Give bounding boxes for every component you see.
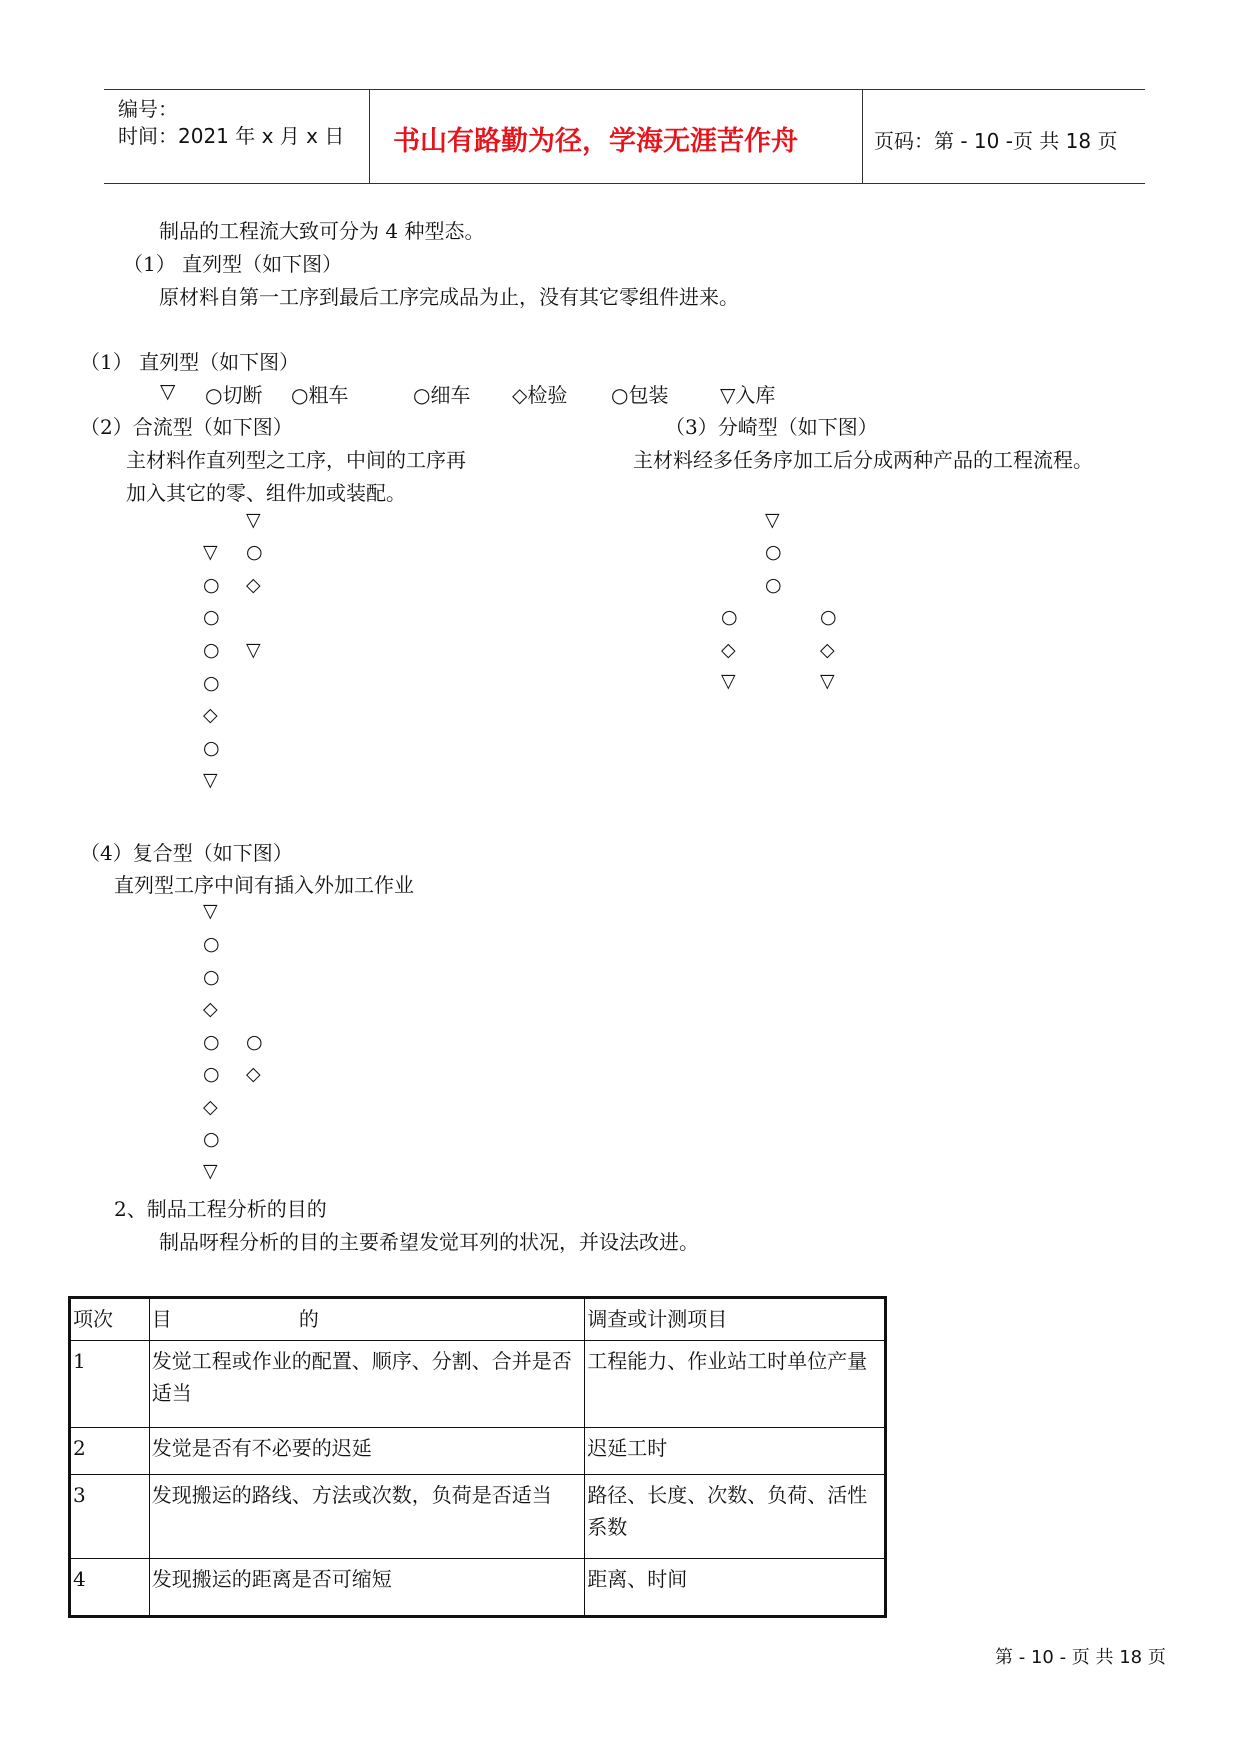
cell-survey: 工程能力、作业站工时单位产量 bbox=[585, 1341, 886, 1428]
flow-symbol: ▽ bbox=[203, 769, 218, 791]
header-bottom-rule bbox=[104, 183, 1145, 184]
table-row bbox=[70, 1559, 886, 1617]
cell-purpose: 发觉是否有不必要的迟延 bbox=[149, 1428, 585, 1475]
flow-step: ▽入库 bbox=[720, 383, 776, 407]
section2-heading: 2、制品工程分析的目的 bbox=[114, 1197, 327, 1221]
table-row bbox=[70, 1428, 886, 1475]
flow-step: ◇检验 bbox=[512, 383, 568, 407]
flow-symbol: ◇ bbox=[203, 998, 218, 1020]
footer-page-number: 第 - 10 - 页 共 18 页 bbox=[995, 1647, 1166, 1668]
cell-survey: 距离、时间 bbox=[585, 1559, 886, 1617]
flow-step: ▽ bbox=[160, 379, 176, 403]
flow-symbol: ○ bbox=[765, 574, 782, 596]
flow-symbol: ▽ bbox=[765, 509, 780, 531]
flow-symbol: ○ bbox=[246, 541, 263, 563]
header-cell-item: 项次 bbox=[70, 1298, 150, 1341]
flow-symbol: ○ bbox=[203, 574, 220, 596]
header-divider-left bbox=[369, 89, 370, 183]
flow-symbol: ○ bbox=[203, 737, 220, 759]
merge-description-1: 主材料作直列型之工序，中间的工序再 bbox=[126, 448, 466, 472]
flow-step: ○粗车 bbox=[291, 383, 349, 407]
flow-symbol: ◇ bbox=[820, 639, 835, 661]
cell-item: 4 bbox=[70, 1559, 150, 1617]
header-top-rule bbox=[104, 89, 1145, 90]
cell-purpose: 发现搬运的路线、方法或次数，负荷是否适当 bbox=[149, 1475, 585, 1559]
flow-symbol: ○ bbox=[203, 1063, 220, 1085]
table-row bbox=[70, 1341, 886, 1428]
intro-line: 制品的工程流大致可分为 4 种型态。 bbox=[159, 219, 485, 243]
cell-purpose: 发现搬运的距离是否可缩短 bbox=[149, 1559, 585, 1617]
header-motto: 书山有路勤为径，学海无涯苦作舟 bbox=[393, 126, 798, 157]
header-cell-purpose: 目 的 bbox=[149, 1298, 585, 1341]
flow-symbol: ◇ bbox=[721, 639, 736, 661]
branch-description: 主材料经多任务序加工后分成两种产品的工程流程。 bbox=[633, 448, 1093, 472]
cell-item: 2 bbox=[70, 1428, 150, 1475]
flow-symbol: ◇ bbox=[246, 1063, 261, 1085]
merge-type-heading: （2）合流型（如下图） bbox=[80, 415, 293, 439]
composite-description: 直列型工序中间有插入外加工作业 bbox=[114, 873, 414, 897]
flow-symbol: ▽ bbox=[246, 639, 261, 661]
flow-symbol: ○ bbox=[246, 1031, 263, 1053]
flow-symbol: ◇ bbox=[246, 574, 261, 596]
flow-symbol: ▽ bbox=[820, 670, 835, 692]
flow-symbol: ▽ bbox=[721, 670, 736, 692]
flow-symbol: ○ bbox=[203, 933, 220, 955]
flow-symbol: ○ bbox=[203, 966, 220, 988]
time-label: 时间：2021 年 x 月 x 日 bbox=[118, 124, 345, 148]
serial-label: 编号： bbox=[118, 97, 178, 121]
type1-description: 原材料自第一工序到最后工序完成品为止，没有其它零组件进来。 bbox=[159, 285, 739, 309]
flow-symbol: ○ bbox=[721, 606, 738, 628]
branch-type-heading: （3）分崎型（如下图） bbox=[665, 415, 878, 439]
flow-symbol: ○ bbox=[765, 541, 782, 563]
table-header-row bbox=[70, 1298, 886, 1341]
flow-symbol: ▽ bbox=[203, 1160, 218, 1182]
composite-type-heading: （4）复合型（如下图） bbox=[80, 841, 293, 865]
flow-symbol: ○ bbox=[203, 639, 220, 661]
flow-step: ○包装 bbox=[611, 383, 669, 407]
table-row bbox=[70, 1475, 886, 1559]
flow-symbol: ◇ bbox=[203, 1096, 218, 1118]
flow-symbol: ○ bbox=[820, 606, 837, 628]
flow-symbol: ○ bbox=[203, 672, 220, 694]
cell-survey: 路径、长度、次数、负荷、活性系数 bbox=[585, 1475, 886, 1559]
flow-symbol: ○ bbox=[203, 1128, 220, 1150]
cell-item: 3 bbox=[70, 1475, 150, 1559]
type1-heading-indented: （1） 直列型（如下图） bbox=[123, 252, 343, 276]
merge-description-2: 加入其它的零、组件加或装配。 bbox=[126, 481, 406, 505]
flow-symbol: ▽ bbox=[203, 541, 218, 563]
straight-type-heading: （1） 直列型（如下图） bbox=[80, 350, 300, 374]
cell-item: 1 bbox=[70, 1341, 150, 1428]
flow-step: ○切断 bbox=[205, 383, 263, 407]
flow-symbol: ▽ bbox=[246, 509, 261, 531]
header-page-label: 页码：第 - 10 -页 共 18 页 bbox=[874, 129, 1118, 153]
flow-symbol: ▽ bbox=[203, 900, 218, 922]
cell-purpose: 发觉工程或作业的配置、顺序、分割、合并是否适当 bbox=[149, 1341, 585, 1428]
flow-symbol: ◇ bbox=[203, 704, 218, 726]
section2-description: 制品呀程分析的目的主要希望发觉耳列的状况，并设法改进。 bbox=[159, 1230, 699, 1254]
header-divider-right bbox=[862, 89, 863, 183]
cell-survey: 迟延工时 bbox=[585, 1428, 886, 1475]
flow-step: ○细车 bbox=[413, 383, 471, 407]
header-cell-survey: 调查或计测项目 bbox=[585, 1298, 886, 1341]
flow-symbol: ○ bbox=[203, 1031, 220, 1053]
flow-symbol: ○ bbox=[203, 606, 220, 628]
analysis-purpose-table bbox=[68, 1296, 887, 1618]
